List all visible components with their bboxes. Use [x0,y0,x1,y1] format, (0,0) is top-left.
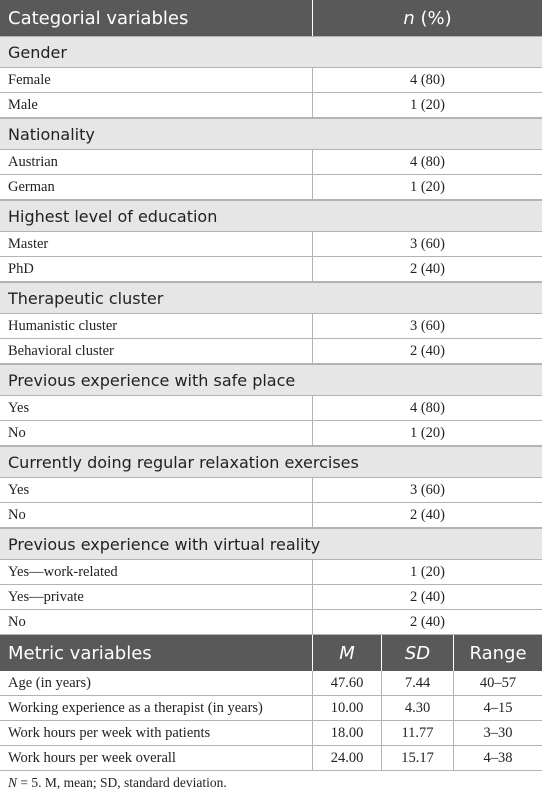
section-title: Highest level of education [8,207,218,226]
row-value: 2 (40) [409,506,446,523]
section-title: Previous experience with safe place [8,371,296,390]
section-title: Gender [8,43,67,62]
section-title: Currently doing regular relaxation exercises [8,453,359,472]
row-value: 1 (20) [409,563,446,580]
metric-rows [0,671,542,771]
row-label: Master [0,232,313,256]
section-title: Therapeutic cluster [8,289,164,308]
footnote-n: N [8,775,18,790]
footnote-text: = 5. M, mean; SD, standard deviation. [17,775,227,790]
metric-range: 3–30 [483,724,513,741]
header-n: n [403,7,415,29]
section-heading [0,282,542,314]
table-row [0,560,542,585]
row-label: Humanistic cluster [0,314,313,338]
section-heading [0,118,542,150]
table-header [0,0,542,36]
table-row [0,257,542,282]
row-label: Yes—private [0,585,313,609]
header-label: Categorial variables [0,0,313,36]
table-row [0,610,542,635]
metric-header-label: Metric variables [0,635,313,671]
table-row [0,150,542,175]
table-row [0,339,542,364]
section-title: Nationality [8,125,95,144]
metric-header-range: Range [469,642,527,664]
metric-row [0,721,542,746]
table-row [0,396,542,421]
metric-mean: 47.60 [313,671,382,695]
table-row [0,478,542,503]
row-value: 1 (20) [409,424,446,441]
metric-sd: 11.77 [382,721,454,745]
metric-sd: 4.30 [382,696,454,720]
table-row [0,421,542,446]
table-row [0,232,542,257]
row-value: 4 (80) [409,153,446,170]
row-label: PhD [0,257,313,281]
metric-mean: 18.00 [313,721,382,745]
row-value: 2 (40) [409,260,446,277]
row-value: 1 (20) [409,96,446,113]
row-value: 2 (40) [409,588,446,605]
row-label: Behavioral cluster [0,339,313,363]
metric-range: 4–38 [483,749,513,766]
metric-header [0,635,542,671]
row-value: 2 (40) [409,342,446,359]
table-row [0,503,542,528]
row-label: Yes [0,478,313,502]
row-label: Male [0,93,313,117]
row-label: German [0,175,313,199]
metric-label: Working experience as a therapist (in years) [0,696,313,720]
row-value: 3 (60) [409,317,446,334]
table-row [0,68,542,93]
metric-header-sd: SD [382,635,454,671]
section-heading [0,36,542,68]
row-label: Yes [0,396,313,420]
row-value: 3 (60) [409,481,446,498]
metric-mean: 10.00 [313,696,382,720]
row-value: 4 (80) [409,399,446,416]
metric-row [0,696,542,721]
metric-sd: 15.17 [382,746,454,770]
section-title: Previous experience with virtual reality [8,535,321,554]
metric-range: 4–15 [483,699,513,716]
section-heading [0,528,542,560]
row-value: 2 (40) [409,613,446,630]
metric-label: Age (in years) [0,671,313,695]
row-label: Female [0,68,313,92]
section-heading [0,364,542,396]
row-value: 1 (20) [409,178,446,195]
metric-mean: 24.00 [313,746,382,770]
metric-sd: 7.44 [382,671,454,695]
table-row [0,175,542,200]
metric-label: Work hours per week overall [0,746,313,770]
table-row [0,93,542,118]
metric-label: Work hours per week with patients [0,721,313,745]
header-n-percent [313,0,542,36]
table-row [0,314,542,339]
row-label: Yes—work-related [0,560,313,584]
row-label: Austrian [0,150,313,174]
table-footnote [8,775,227,791]
metric-header-m: M [313,635,382,671]
metric-row [0,746,542,771]
row-label: No [0,503,313,527]
metric-row [0,671,542,696]
header-percent: (%) [414,7,452,29]
table-row [0,585,542,610]
metric-range: 40–57 [479,674,517,691]
categorical-sections [0,36,542,635]
section-heading [0,200,542,232]
row-label: No [0,421,313,445]
row-label: No [0,610,313,634]
row-value: 3 (60) [409,235,446,252]
row-value: 4 (80) [409,71,446,88]
section-heading [0,446,542,478]
